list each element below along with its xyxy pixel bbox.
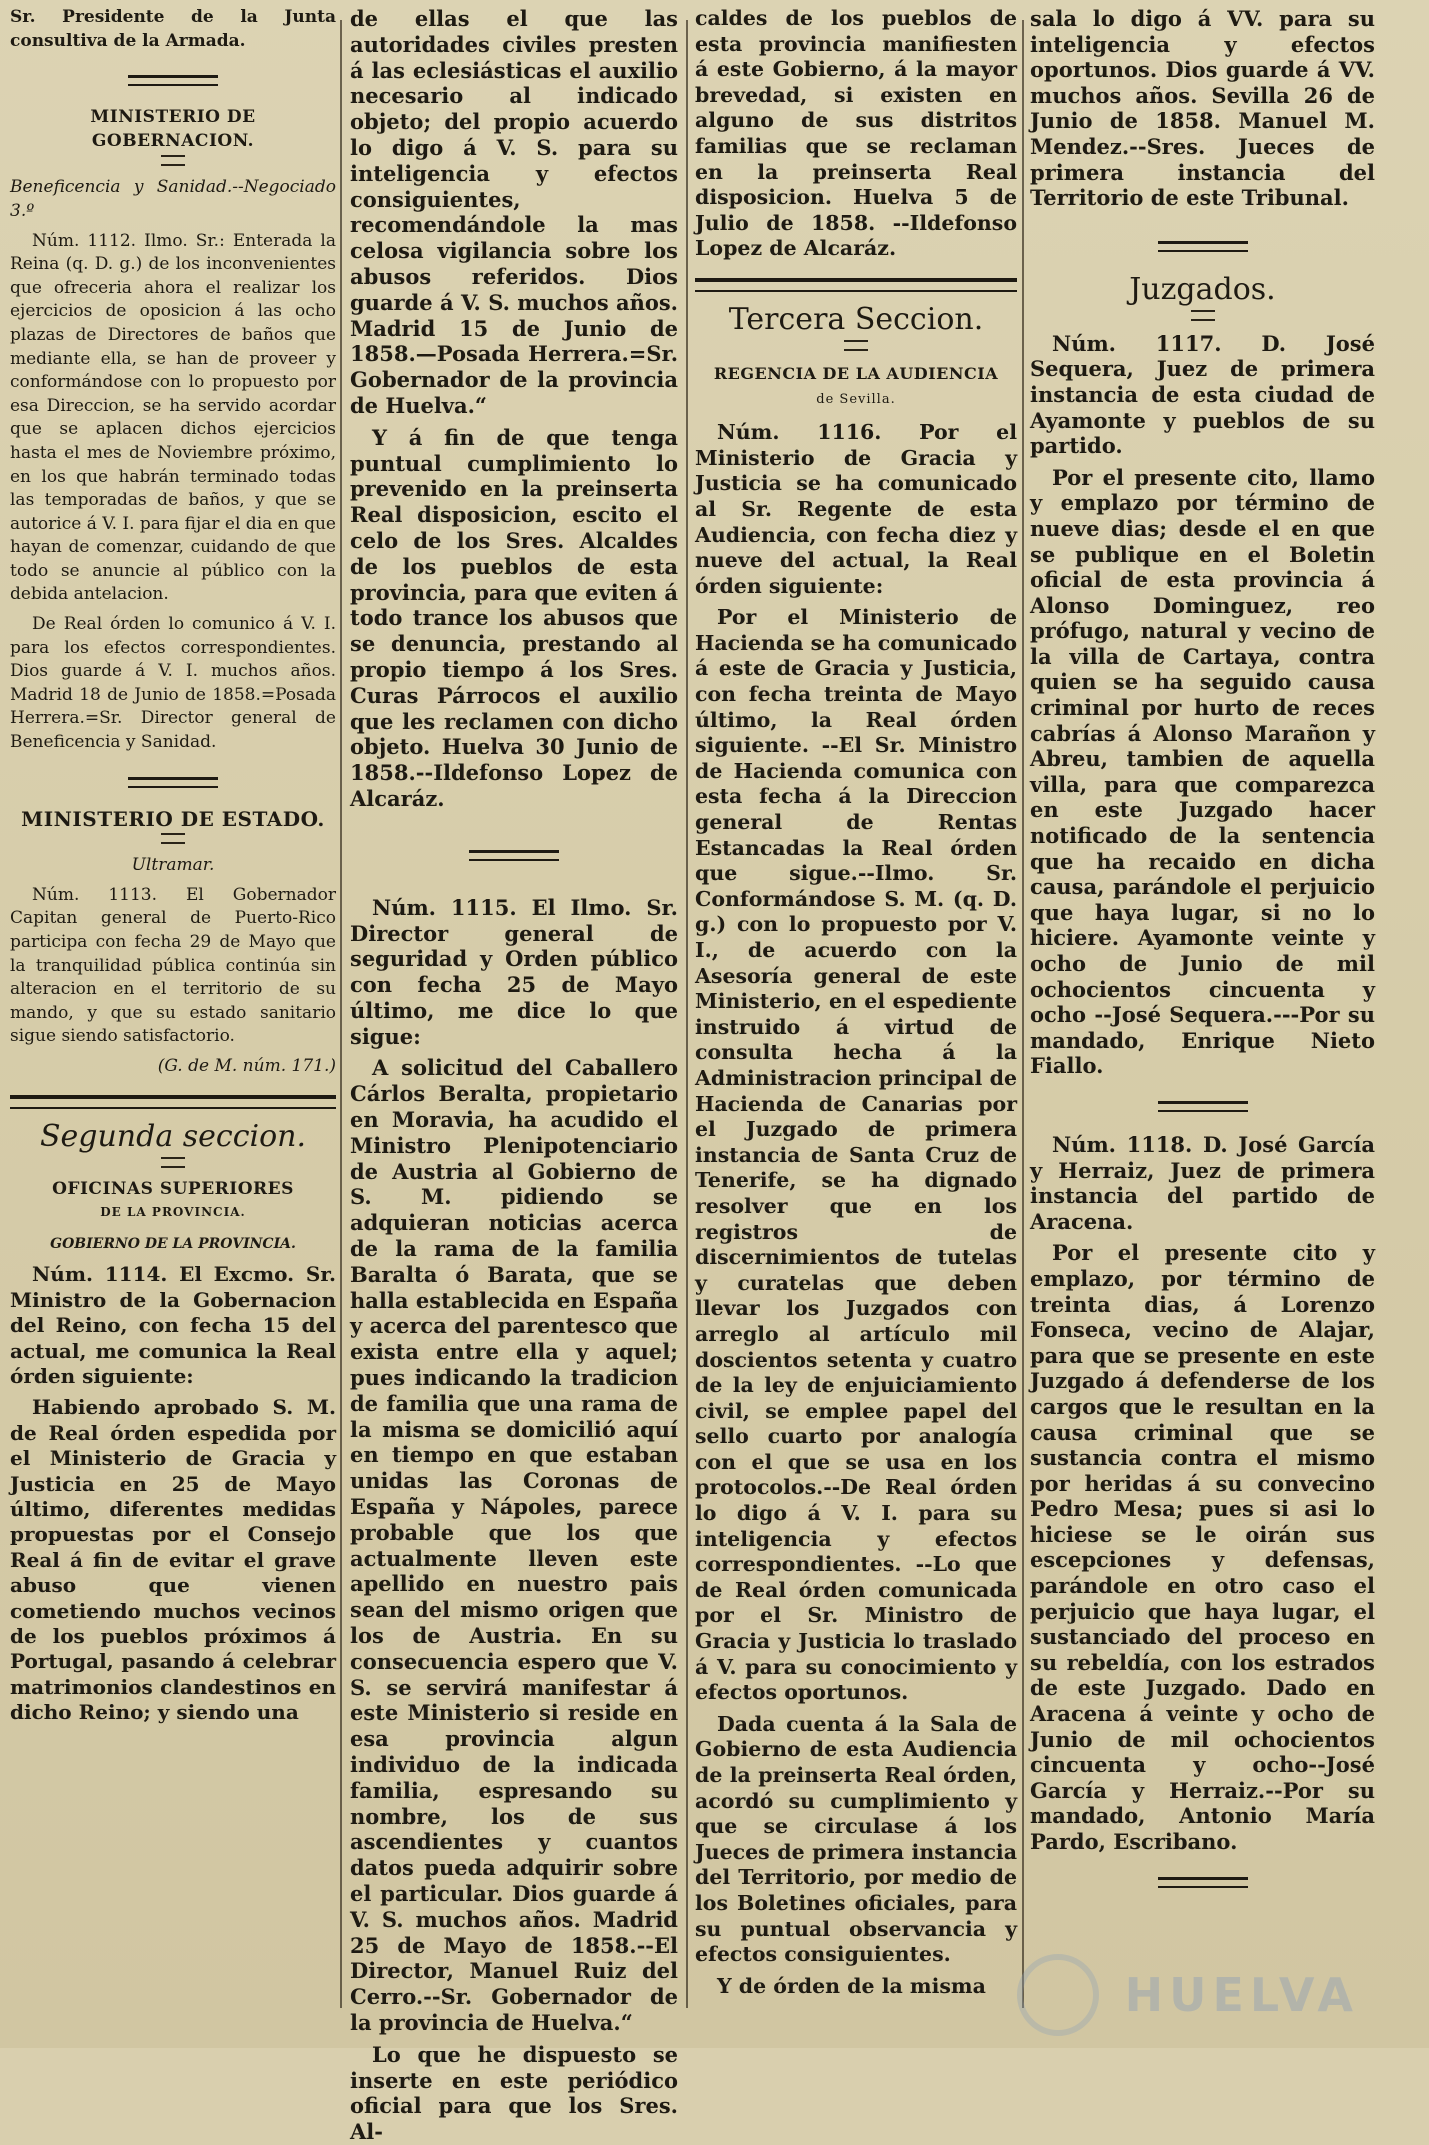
article-1114-continued: de ellas el que las autoridades civiles presten á las eclesiásticas el auxilio necesario al indicado objeto; del propio acuerdo lo digo á V. S. para su inteligencia y efectos consiguientes, recomendándole la mas celosa vigilancia sobre los abusos referidos. Dios guarde á V. S. muchos años. Madrid 15 de Junio de 1858.—Posada Herrera.=Sr. Gobernador de la provincia de Huelva.“ — [350, 6, 678, 418]
section-divider — [1158, 1101, 1248, 1112]
subheading-gobierno-provincia: GOBIERNO DE LA PROVINCIA. — [50, 1235, 296, 1252]
heading-tercera-seccion: Tercera Seccion. — [728, 301, 984, 337]
article-1115-closing: Lo que he dispuesto se inserte en este periódico oficial para que los Sres. Al- — [350, 2041, 678, 2145]
article-1113: Núm. 1113. El Gobernador Capitan general de Puerto-Rico participa con fecha 29 de Mayo que la tranquilidad pública continúa sin alteracion en el territorio de su mando, y que su estado sanitario sigue siendo satisfactorio. — [10, 884, 336, 1047]
double-rule — [844, 340, 868, 351]
double-rule — [1191, 310, 1215, 321]
section-divider — [1158, 241, 1248, 252]
article-1114: Núm. 1114. El Excmo. Sr. Ministro de la Gobernacion del Reino, con fecha 15 del actual, me comunica la Real órden siguiente: — [10, 1262, 336, 1388]
article-1117-body: Por el presente cito, llamo y emplazo por término de nueve dias; desde el en que se publique en el Boletin oficial de esta provincia á Alonso Dominguez, reo prófugo, natural y vecino de la villa de Cartaya, contra quien se ha seguido causa criminal por hurto de reces cabrías á Alonso Marañon y Abreu, tambien de aquella villa, para que comparezca en este Juzgado hacer notificado de la sentencia que ha recaido en dicha causa, parándole el perjuicio que haya lugar, si no lo hiciere. Ayamonte veinte y ocho de Junio de mil ochocientos cincuenta y ocho --José Sequera.---Por su mandado, Enrique Nieto Fiallo. — [1030, 464, 1375, 1079]
article-1112: Núm. 1112. Ilmo. Sr.: Enterada la Reina (q. D. g.) de los inconvenientes que ofreceria ahora el realizar los ejercicios de oposicion á las ocho plazas de Directores de baños que mediante ella, se han de proveer y conformándose con lo propuesto por esa Direccion, se ha servido acordar que se aplacen dichos ejercicios hasta el mes de Noviembre próximo, en los que habrán terminado todas las temporadas de baños, y que se autorice á V. I. para fijar el dia en que hayan de comenzar, cuidando de que todo se anuncie al público con la debida antelacion. — [10, 230, 336, 605]
double-rule — [161, 155, 185, 166]
column-rule — [686, 20, 688, 2008]
article-1116-continued: sala lo digo á VV. para su inteligencia y efectos oportunos. Dios guarde á VV. muchos años. Sevilla 26 de Junio de 1858. Manuel M. Mendez.--Sres. Jueces de primera instancia del Territorio de este Tribunal. — [1030, 6, 1375, 211]
column-3 — [695, 6, 1017, 2038]
heading-ministerio-estado: MINISTERIO DE ESTADO. — [21, 806, 325, 831]
section-divider — [1158, 1877, 1248, 1888]
article-1114-body: Habiendo aprobado S. M. de Real órden espedida por el Ministerio de Gracia y Justicia en 25 de Mayo último, diferentes medidas propuestas por el Consejo Real á fin de evitar el grave abuso que vienen cometiendo muchos vecinos de los pueblos próximos á Portugal, pasando á celebrar matrimonios clandestinos en dicho Reino; y siendo una — [10, 1395, 336, 1725]
column-1 — [10, 6, 336, 2038]
citation-1113: (G. de M. núm. 171.) — [157, 1055, 336, 1076]
heading-de-la-provincia: DE LA PROVINCIA. — [100, 1205, 246, 1220]
article-1118: Núm. 1118. D. José García y Herraiz, Juez de primera instancia del partido de Aracena. — [1030, 1131, 1375, 1234]
double-rule — [161, 833, 185, 844]
article-1115-body: A solicitud del Caballero Cárlos Beralta, propietario en Moravia, ha acudido el Ministro Plenipotenciario de Austria al Gobierno de S. M. pidiendo se adquieran noticias acerca de la rama de la familia Baralta ó Barata, que se halla establecida en España y acerca del parentesco que exista entre ella y aquel; pues indicando la tradicion de familia que una rama de la misma se domicilió aquí en tiempo en que estaban unidas las Coronas de España y Nápoles, parece probable que los que actualmente lleven este apellido en nuestro pais sean del mismo origen que los de Austria. En su consecuencia espero que V. S. se servirá manifestar á este Ministerio si reside en esa provincia algun individuo de la indicada familia, espresando su nombre, los de sus ascendientes y cuantos datos pueda adquirir sobre el particular. Dios guarde á V. S. muchos años. Madrid 25 de Mayo de 1858.--El Director, Manuel Ruiz del Cerro.--Sr. Gobernador de la provincia de Huelva.“ — [350, 1055, 678, 2035]
section-divider-long — [695, 278, 1017, 292]
section-divider — [128, 777, 218, 788]
article-1116-resolution: Dada cuenta á la Sala de Gobierno de esta Audiencia de la preinserta Real órden, acordó su cumplimiento y que se circulase á los Jueces de primera instancia del Territorio, por medio de los Boletines oficiales, para su puntual observancia y efectos consiguientes. — [695, 1711, 1017, 1967]
article-1116-closing: Y de órden de la misma — [717, 1973, 986, 1998]
article-1115: Núm. 1115. El Ilmo. Sr. Director general de seguridad y Orden público con fecha 25 de Mayo último, me dice lo que sigue: — [350, 894, 678, 1049]
article-1116: Núm. 1116. Por el Ministerio de Gracia y Justicia se ha comunicado al Sr. Regente de esta Audiencia, con fecha diez y nueve del actual, la Real órden siguiente: — [695, 420, 1017, 598]
double-rule — [161, 1157, 185, 1168]
subheading-beneficencia: Beneficencia y Sanidad.--Negociado 3.º — [10, 177, 336, 221]
article-1115-continued: caldes de los pueblos de esta provincia manifiesten á este Gobierno, á la mayor brevedad, si existen en alguno de sus distritos familias que se reclaman en la preinserta Real disposicion. Huelva 5 de Julio de 1858. --Ildefonso Lopez de Alcaráz. — [695, 6, 1017, 261]
watermark-text: HUELVA — [1124, 1968, 1359, 2022]
column-2 — [350, 6, 678, 2145]
column-rule — [1022, 20, 1024, 2008]
heading-segunda-seccion: Segunda seccion. — [39, 1118, 307, 1154]
column-4 — [1030, 6, 1375, 2038]
subheading-ultramar: Ultramar. — [131, 855, 215, 876]
section-divider-long — [10, 1095, 336, 1109]
heading-de-sevilla: de Sevilla. — [816, 391, 896, 407]
article-1117: Núm. 1117. D. José Sequera, Juez de primera instancia de esta ciudad de Ayamonte y pueblos de su partido. — [1030, 330, 1375, 459]
heading-ministerio-gobernacion: MINISTERIO DE GOBERNACION. — [90, 107, 256, 151]
closing-addressee: Sr. Presidente de la Junta consultiva de la Armada. — [10, 7, 336, 51]
watermark-seal-icon — [1017, 1954, 1099, 2036]
article-1114-order: Y á fin de que tenga puntual cumplimiento lo prevenido en la preinserta Real disposicion, escito el celo de los Sres. Alcaldes de los pueblos de esta provincia, para que eviten á todo trance los abusos que se denuncia, prestando al propio tiempo á los Sres. Curas Párrocos el auxilio que les reclamen con dicho objeto. Huelva 30 Junio de 1858.--Ildefonso Lopez de Alcaráz. — [350, 424, 678, 811]
heading-oficinas-superiores: OFICINAS SUPERIORES — [52, 1178, 294, 1199]
section-divider — [469, 850, 559, 861]
heading-juzgados: Juzgados. — [1129, 271, 1276, 307]
heading-regencia-audiencia: REGENCIA DE LA AUDIENCIA — [713, 363, 999, 383]
column-rule — [340, 20, 342, 2008]
section-divider — [128, 75, 218, 86]
article-1116-body: Por el Ministerio de Hacienda se ha comunicado á este de Gracia y Justicia, con fecha treinta de Mayo último, la Real órden siguiente. --El Sr. Ministro de Hacienda comunica con esta fecha á la Direccion general de Rentas Estancadas la Real órden que sigue.--Ilmo. Sr. Conformándose S. M. (q. D. g.) con lo propuesto por V. I., de acuerdo con la Asesoría general de este Ministerio, en el espediente instruido á virtud de consulta hecha á la Administracion principal de Hacienda de Canarias por el Juzgado de primera instancia de Santa Cruz de Tenerife, se ha dignado resolver que en los registros de discernimientos de tutelas y curatelas que deben llevar los Juzgados con arreglo al artículo mil doscientos setenta y cuatro de la ley de enjuiciamiento civil, se emplee papel del sello cuarto por analogía con el que se usa en los protocolos.--De Real órden lo digo á V. I. para su inteligencia y efectos correspondientes. --Lo que de Real órden comunicada por el Sr. Ministro de Gracia y Justicia lo traslado á V. para su conocimiento y efectos oportunos. — [695, 605, 1017, 1705]
article-1118-body: Por el presente cito y emplazo, por término de treinta dias, á Lorenzo Fonseca, vecino de Alajar, para que se presente en este Juzgado á defenderse de los cargos que le resultan en la causa criminal que se sustancia contra el mismo por heridas á su convecino Pedro Mesa; pues si asi lo hiciese se le oirán sus escepciones y defensas, parándole en otro caso el perjuicio que haya lugar, el sustanciado del proceso en su rebeldía, con los estrados de este Juzgado. Dado en Aracena á veinte y ocho de Junio de mil ochocientos cincuenta y ocho--José García y Herraiz.--Por su mandado, Antonio María Pardo, Escribano. — [1030, 1240, 1375, 1854]
article-1112-closing: De Real órden lo comunico á V. I. para los efectos correspondientes. Dios guarde á V. I. muchos años. Madrid 18 de Junio de 1858.=Posada Herrera.=Sr. Director general de Beneficencia y Sanidad. — [10, 614, 336, 753]
